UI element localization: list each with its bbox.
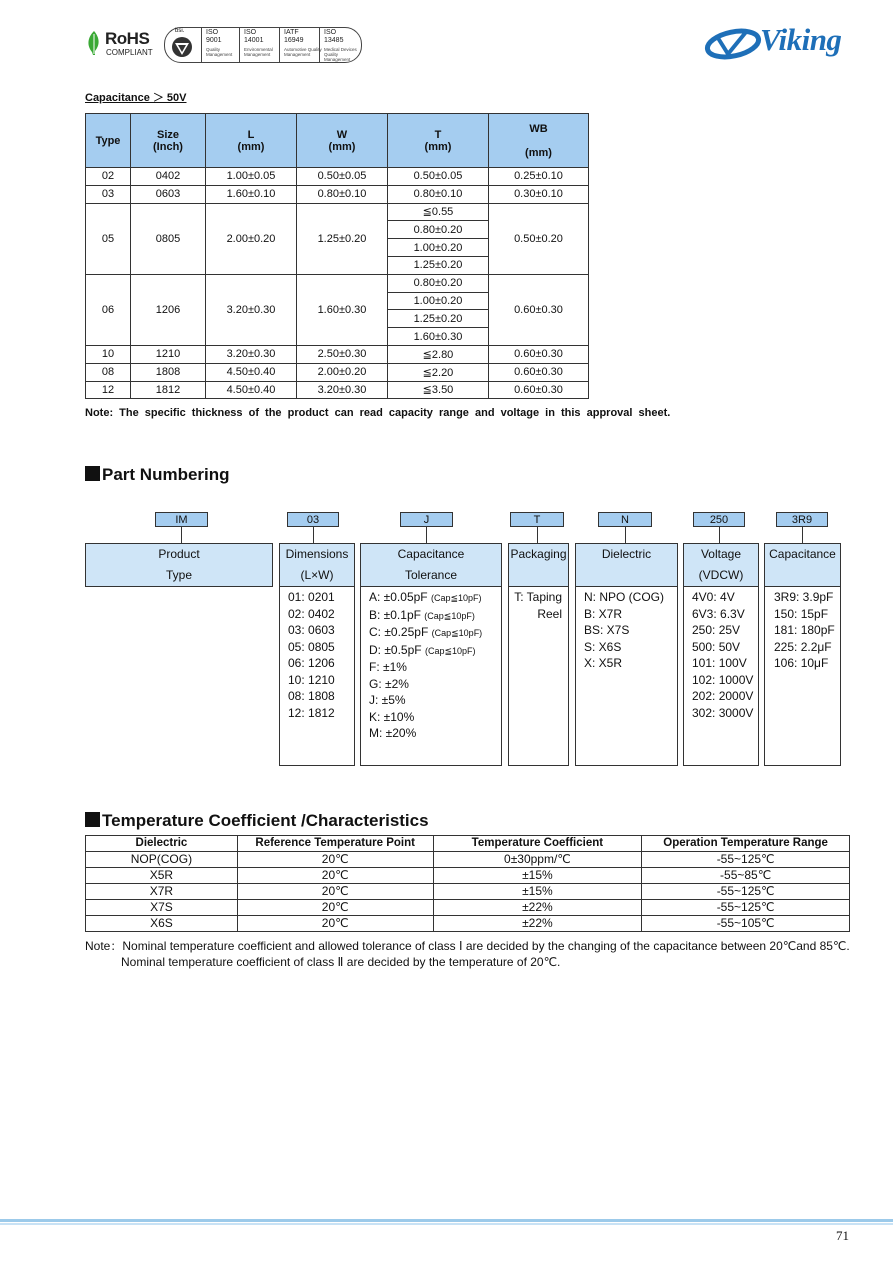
header-line: Product xyxy=(158,547,200,561)
option-condition: (Cap≦10pF) xyxy=(430,593,482,603)
option-item: 106: 10μF xyxy=(774,656,829,670)
table-cell: 0±30ppm/℃ xyxy=(433,852,642,868)
bsi-kitemark-icon xyxy=(171,36,193,58)
bsi-label: bsi. xyxy=(175,28,185,34)
cert-desc: Medical Devices Quality Management xyxy=(324,47,357,62)
table-cell: -55~105℃ xyxy=(642,916,850,932)
connector-line xyxy=(802,527,803,543)
header-dielectric xyxy=(575,543,678,587)
table-cell: ±15% xyxy=(433,868,642,884)
option-item: 101: 100V xyxy=(692,656,747,670)
cell-t: 0.80±0.20 xyxy=(388,274,489,292)
cell-t: ≦0.55 xyxy=(388,203,489,221)
code-box-packaging: T xyxy=(510,512,564,527)
option-main: F: ±1% xyxy=(369,660,407,674)
cell-t: 1.00±0.20 xyxy=(388,239,489,257)
cert-label: IATF xyxy=(284,29,299,36)
cert-desc: Automotive Quality Management xyxy=(284,47,322,57)
dielectric-options xyxy=(575,587,678,766)
option-main: M: ±20% xyxy=(369,726,417,740)
header-line: Tolerance xyxy=(404,568,458,582)
cell-type: 02 xyxy=(86,168,131,186)
cell-t: 1.00±0.20 xyxy=(388,292,489,310)
table-row xyxy=(86,203,589,221)
cell-w: 0.80±0.10 xyxy=(297,185,388,203)
rohs-subtitle: COMPLIANT xyxy=(106,48,153,57)
cell-w: 3.20±0.30 xyxy=(297,381,388,399)
cell-l: 2.00±0.20 xyxy=(206,203,297,274)
cell-wb: 0.25±0.10 xyxy=(489,168,589,186)
option-item xyxy=(369,607,501,625)
option-item: 08: 1808 xyxy=(288,689,335,703)
cell-wb: 0.60±0.30 xyxy=(489,381,589,399)
cell-l: 3.20±0.30 xyxy=(206,345,297,363)
cell-size: 1808 xyxy=(131,363,206,381)
option-item: 12: 1812 xyxy=(288,705,335,720)
option-item: 500: 50V xyxy=(692,639,741,654)
table-cell: X5R xyxy=(86,868,238,884)
option-item xyxy=(369,676,501,693)
page-number: 71 xyxy=(836,1228,849,1243)
temp-coeff-title xyxy=(85,811,429,831)
cell-type: 05 xyxy=(86,203,131,274)
cell-wb: 0.60±0.30 xyxy=(489,274,589,345)
code-box-voltage: 250 xyxy=(693,512,745,527)
table-cell: -55~85℃ xyxy=(642,868,850,884)
cell-l: 1.60±0.10 xyxy=(206,185,297,203)
table-cell: X7S xyxy=(86,900,238,916)
cell-l: 4.50±0.40 xyxy=(206,363,297,381)
option-item: 06: 1206 xyxy=(288,656,335,670)
table-cell: NOP(COG) xyxy=(86,852,238,868)
temp-note-2: Nominal temperature coefficient of class Ⅱ are decided by the temperature of 20℃. xyxy=(121,955,561,969)
footer-divider xyxy=(0,1223,893,1225)
table-cell: ±22% xyxy=(433,916,642,932)
cert-label: ISO xyxy=(324,29,337,36)
cell-type: 03 xyxy=(86,185,131,203)
option-condition: (Cap≦10pF) xyxy=(424,610,475,621)
option-item xyxy=(369,692,501,709)
cell-w: 2.50±0.30 xyxy=(297,345,388,363)
table-row xyxy=(86,884,850,900)
capacitance-options xyxy=(764,587,841,766)
option-main: K: ±10% xyxy=(369,709,415,724)
option-item: 4V0: 4V xyxy=(692,590,735,604)
table-cell: -55~125℃ xyxy=(642,900,850,916)
connector-line xyxy=(426,527,427,543)
code-box-dimensions: 03 xyxy=(287,512,339,527)
header-temp-coefficient: Temperature Coefficient xyxy=(433,836,642,852)
cert-number: 14001 xyxy=(244,37,264,44)
cell-t: ≦2.20 xyxy=(388,363,489,381)
table-header-row xyxy=(86,836,850,852)
leaf-icon xyxy=(86,30,102,56)
thickness-note: Note: The specific thickness of the product can read capacity range and voltage in this approval sheet. xyxy=(85,407,671,419)
cell-l: 4.50±0.40 xyxy=(206,381,297,399)
connector-line xyxy=(625,527,626,543)
table-row xyxy=(86,852,850,868)
option-item xyxy=(369,642,501,660)
header-line: (VDCW) xyxy=(698,568,744,582)
rohs-logo xyxy=(86,28,158,60)
option-item: T: Taping xyxy=(514,590,562,604)
option-item: X: X5R xyxy=(584,656,623,670)
tolerance-options xyxy=(360,587,502,766)
table-header-row xyxy=(86,114,589,168)
header-line: Capacitance xyxy=(397,547,465,561)
option-item: 10: 1210 xyxy=(288,672,335,687)
table-cell: ±15% xyxy=(433,884,642,900)
table-row xyxy=(86,900,850,916)
option-item: 150: 15pF xyxy=(774,606,829,621)
cell-t: 1.25±0.20 xyxy=(388,256,489,274)
cell-t: 0.50±0.05 xyxy=(388,168,489,186)
temp-note-1: Note：Nominal temperature coefficient and allowed tolerance of class Ⅰ are decided by the changing of the capacitance between 20℃and 85℃. xyxy=(85,939,850,953)
option-main: A: ±0.05pF xyxy=(369,590,431,604)
table-cell: 20℃ xyxy=(237,852,433,868)
temp-coeff-table xyxy=(85,835,850,932)
cert-label: ISO xyxy=(244,29,257,36)
cell-w: 2.00±0.20 xyxy=(297,363,388,381)
connector-line xyxy=(181,527,182,543)
code-box-tolerance: J xyxy=(400,512,453,527)
option-condition: (Cap≦10pF) xyxy=(431,628,483,638)
cell-wb: 0.60±0.30 xyxy=(489,363,589,381)
option-item: 6V3: 6.3V xyxy=(692,606,745,621)
table-cell: -55~125℃ xyxy=(642,884,850,900)
option-item xyxy=(369,659,501,676)
option-item: 3R9: 3.9pF xyxy=(774,590,834,604)
header-reference-temp: Reference Temperature Point xyxy=(237,836,433,852)
option-item: S: X6S xyxy=(584,639,622,654)
header-line: Dimensions xyxy=(285,547,349,561)
table-row xyxy=(86,168,589,186)
cell-wb: 0.60±0.30 xyxy=(489,345,589,363)
header-t: T (mm) xyxy=(388,114,489,168)
cert-iso-9001 xyxy=(201,28,240,62)
option-item: 01: 0201 xyxy=(288,590,335,604)
header-voltage xyxy=(683,543,759,587)
option-item: 05: 0805 xyxy=(288,639,335,654)
cell-l: 3.20±0.30 xyxy=(206,274,297,345)
connector-line xyxy=(537,527,538,543)
code-box-capacitance: 3R9 xyxy=(776,512,828,527)
packaging-options xyxy=(508,587,569,766)
cell-type: 08 xyxy=(86,363,131,381)
header-product-type xyxy=(85,543,273,587)
table-row xyxy=(86,868,850,884)
header-dielectric: Dielectric xyxy=(86,836,238,852)
cell-w: 1.60±0.30 xyxy=(297,274,388,345)
part-numbering-title xyxy=(85,465,230,485)
cell-size: 0805 xyxy=(131,203,206,274)
option-item: Reel xyxy=(537,606,562,621)
table-cell: ±22% xyxy=(433,900,642,916)
option-item xyxy=(369,709,501,726)
table-cell: 20℃ xyxy=(237,868,433,884)
cell-t: ≦3.50 xyxy=(388,381,489,399)
option-item: 225: 2.2μF xyxy=(774,639,832,654)
cell-type: 10 xyxy=(86,345,131,363)
cell-wb: 0.50±0.20 xyxy=(489,203,589,274)
cert-desc: Environmental Management xyxy=(244,47,273,57)
bsi-badge xyxy=(165,28,199,62)
cell-t: 1.60±0.30 xyxy=(388,328,489,346)
header-line: Capacitance xyxy=(769,547,836,561)
cell-t: 0.80±0.20 xyxy=(388,221,489,239)
rohs-title: RoHS xyxy=(105,29,150,48)
header-line: Voltage xyxy=(700,547,742,561)
option-item: 181: 180pF xyxy=(774,623,835,637)
header-line: Dielectric xyxy=(601,547,652,561)
table-cell: 20℃ xyxy=(237,916,433,932)
header-capacitance xyxy=(764,543,841,587)
header-wb: WB (mm) xyxy=(489,114,589,168)
cell-size: 0603 xyxy=(131,185,206,203)
brand-logo: Viking xyxy=(760,22,842,57)
option-item: 02: 0402 xyxy=(288,606,335,621)
cert-number: 9001 xyxy=(206,37,222,44)
table-row xyxy=(86,185,589,203)
option-item: 302: 3000V xyxy=(692,705,754,720)
table-cell: -55~125℃ xyxy=(642,852,850,868)
table-row xyxy=(86,363,589,381)
cert-iso-13485 xyxy=(319,28,360,62)
header-line: (L×W) xyxy=(300,568,334,582)
option-item: N: NPO (COG) xyxy=(584,590,664,604)
option-main: J: ±5% xyxy=(369,693,406,707)
code-box-product-type: IM xyxy=(155,512,208,527)
connector-line xyxy=(719,527,720,543)
option-item: 202: 2000V xyxy=(692,689,754,703)
table-cell: X6S xyxy=(86,916,238,932)
option-item xyxy=(369,589,501,607)
option-item xyxy=(369,624,501,642)
cert-number: 13485 xyxy=(324,37,344,44)
option-main: G: ±2% xyxy=(369,676,409,691)
cell-t: 0.80±0.10 xyxy=(388,185,489,203)
option-condition: (Cap≦10pF) xyxy=(424,645,476,656)
size-table-body xyxy=(86,168,589,399)
cell-l: 1.00±0.05 xyxy=(206,168,297,186)
cell-w: 1.25±0.20 xyxy=(297,203,388,274)
header-type: Type xyxy=(86,114,131,168)
code-box-dielectric: N xyxy=(598,512,652,527)
header-packaging xyxy=(508,543,569,587)
option-item: 03: 0603 xyxy=(288,623,335,637)
voltage-options xyxy=(683,587,759,766)
table-row xyxy=(86,381,589,399)
table-cell: X7R xyxy=(86,884,238,900)
header-operation-range: Operation Temperature Range xyxy=(642,836,850,852)
header-size: Size (Inch) xyxy=(131,114,206,168)
table-cell: 20℃ xyxy=(237,884,433,900)
cell-t: ≦2.80 xyxy=(388,345,489,363)
square-bullet-icon xyxy=(85,466,100,481)
option-item xyxy=(369,725,501,742)
table-cell: 20℃ xyxy=(237,900,433,916)
cert-iatf-16949 xyxy=(279,28,320,62)
cell-size: 1206 xyxy=(131,274,206,345)
cell-size: 1210 xyxy=(131,345,206,363)
header-l: L (mm) xyxy=(206,114,297,168)
header-dimensions xyxy=(279,543,355,587)
option-item: BS: X7S xyxy=(584,623,630,637)
capacitance-heading: Capacitance ＞ 50V xyxy=(85,92,187,104)
cell-w: 0.50±0.05 xyxy=(297,168,388,186)
certification-badges xyxy=(164,27,362,63)
cell-type: 12 xyxy=(86,381,131,399)
option-item: B: X7R xyxy=(584,606,623,621)
square-bullet-icon xyxy=(85,812,100,827)
section-title-text: Part Numbering xyxy=(102,465,230,484)
cell-size: 0402 xyxy=(131,168,206,186)
table-row xyxy=(86,345,589,363)
viking-eye-icon xyxy=(704,26,762,62)
cert-number: 16949 xyxy=(284,37,304,44)
header-tolerance xyxy=(360,543,502,587)
option-main: D: ±0.5pF xyxy=(369,642,425,657)
option-item: 250: 25V xyxy=(692,623,741,637)
table-row xyxy=(86,916,850,932)
option-main: C: ±0.25pF xyxy=(369,625,432,639)
option-item: 102: 1000V xyxy=(692,672,754,687)
header-w: W (mm) xyxy=(297,114,388,168)
section-title-text: Temperature Coefficient /Characteristics xyxy=(102,811,429,830)
cell-wb: 0.30±0.10 xyxy=(489,185,589,203)
temp-table-body xyxy=(86,852,850,932)
connector-line xyxy=(313,527,314,543)
footer-divider xyxy=(0,1219,893,1222)
cell-t: 1.25±0.20 xyxy=(388,310,489,328)
header-line: Type xyxy=(165,568,192,582)
table-row xyxy=(86,274,589,292)
option-main: B: ±0.1pF xyxy=(369,607,425,622)
cell-type: 06 xyxy=(86,274,131,345)
cert-label: ISO xyxy=(206,29,219,36)
size-table xyxy=(85,113,589,399)
header-line: Packaging xyxy=(510,547,567,561)
dimensions-options xyxy=(279,587,355,766)
cert-iso-14001 xyxy=(239,28,280,62)
cert-desc: Quality Management xyxy=(206,47,233,57)
cell-size: 1812 xyxy=(131,381,206,399)
